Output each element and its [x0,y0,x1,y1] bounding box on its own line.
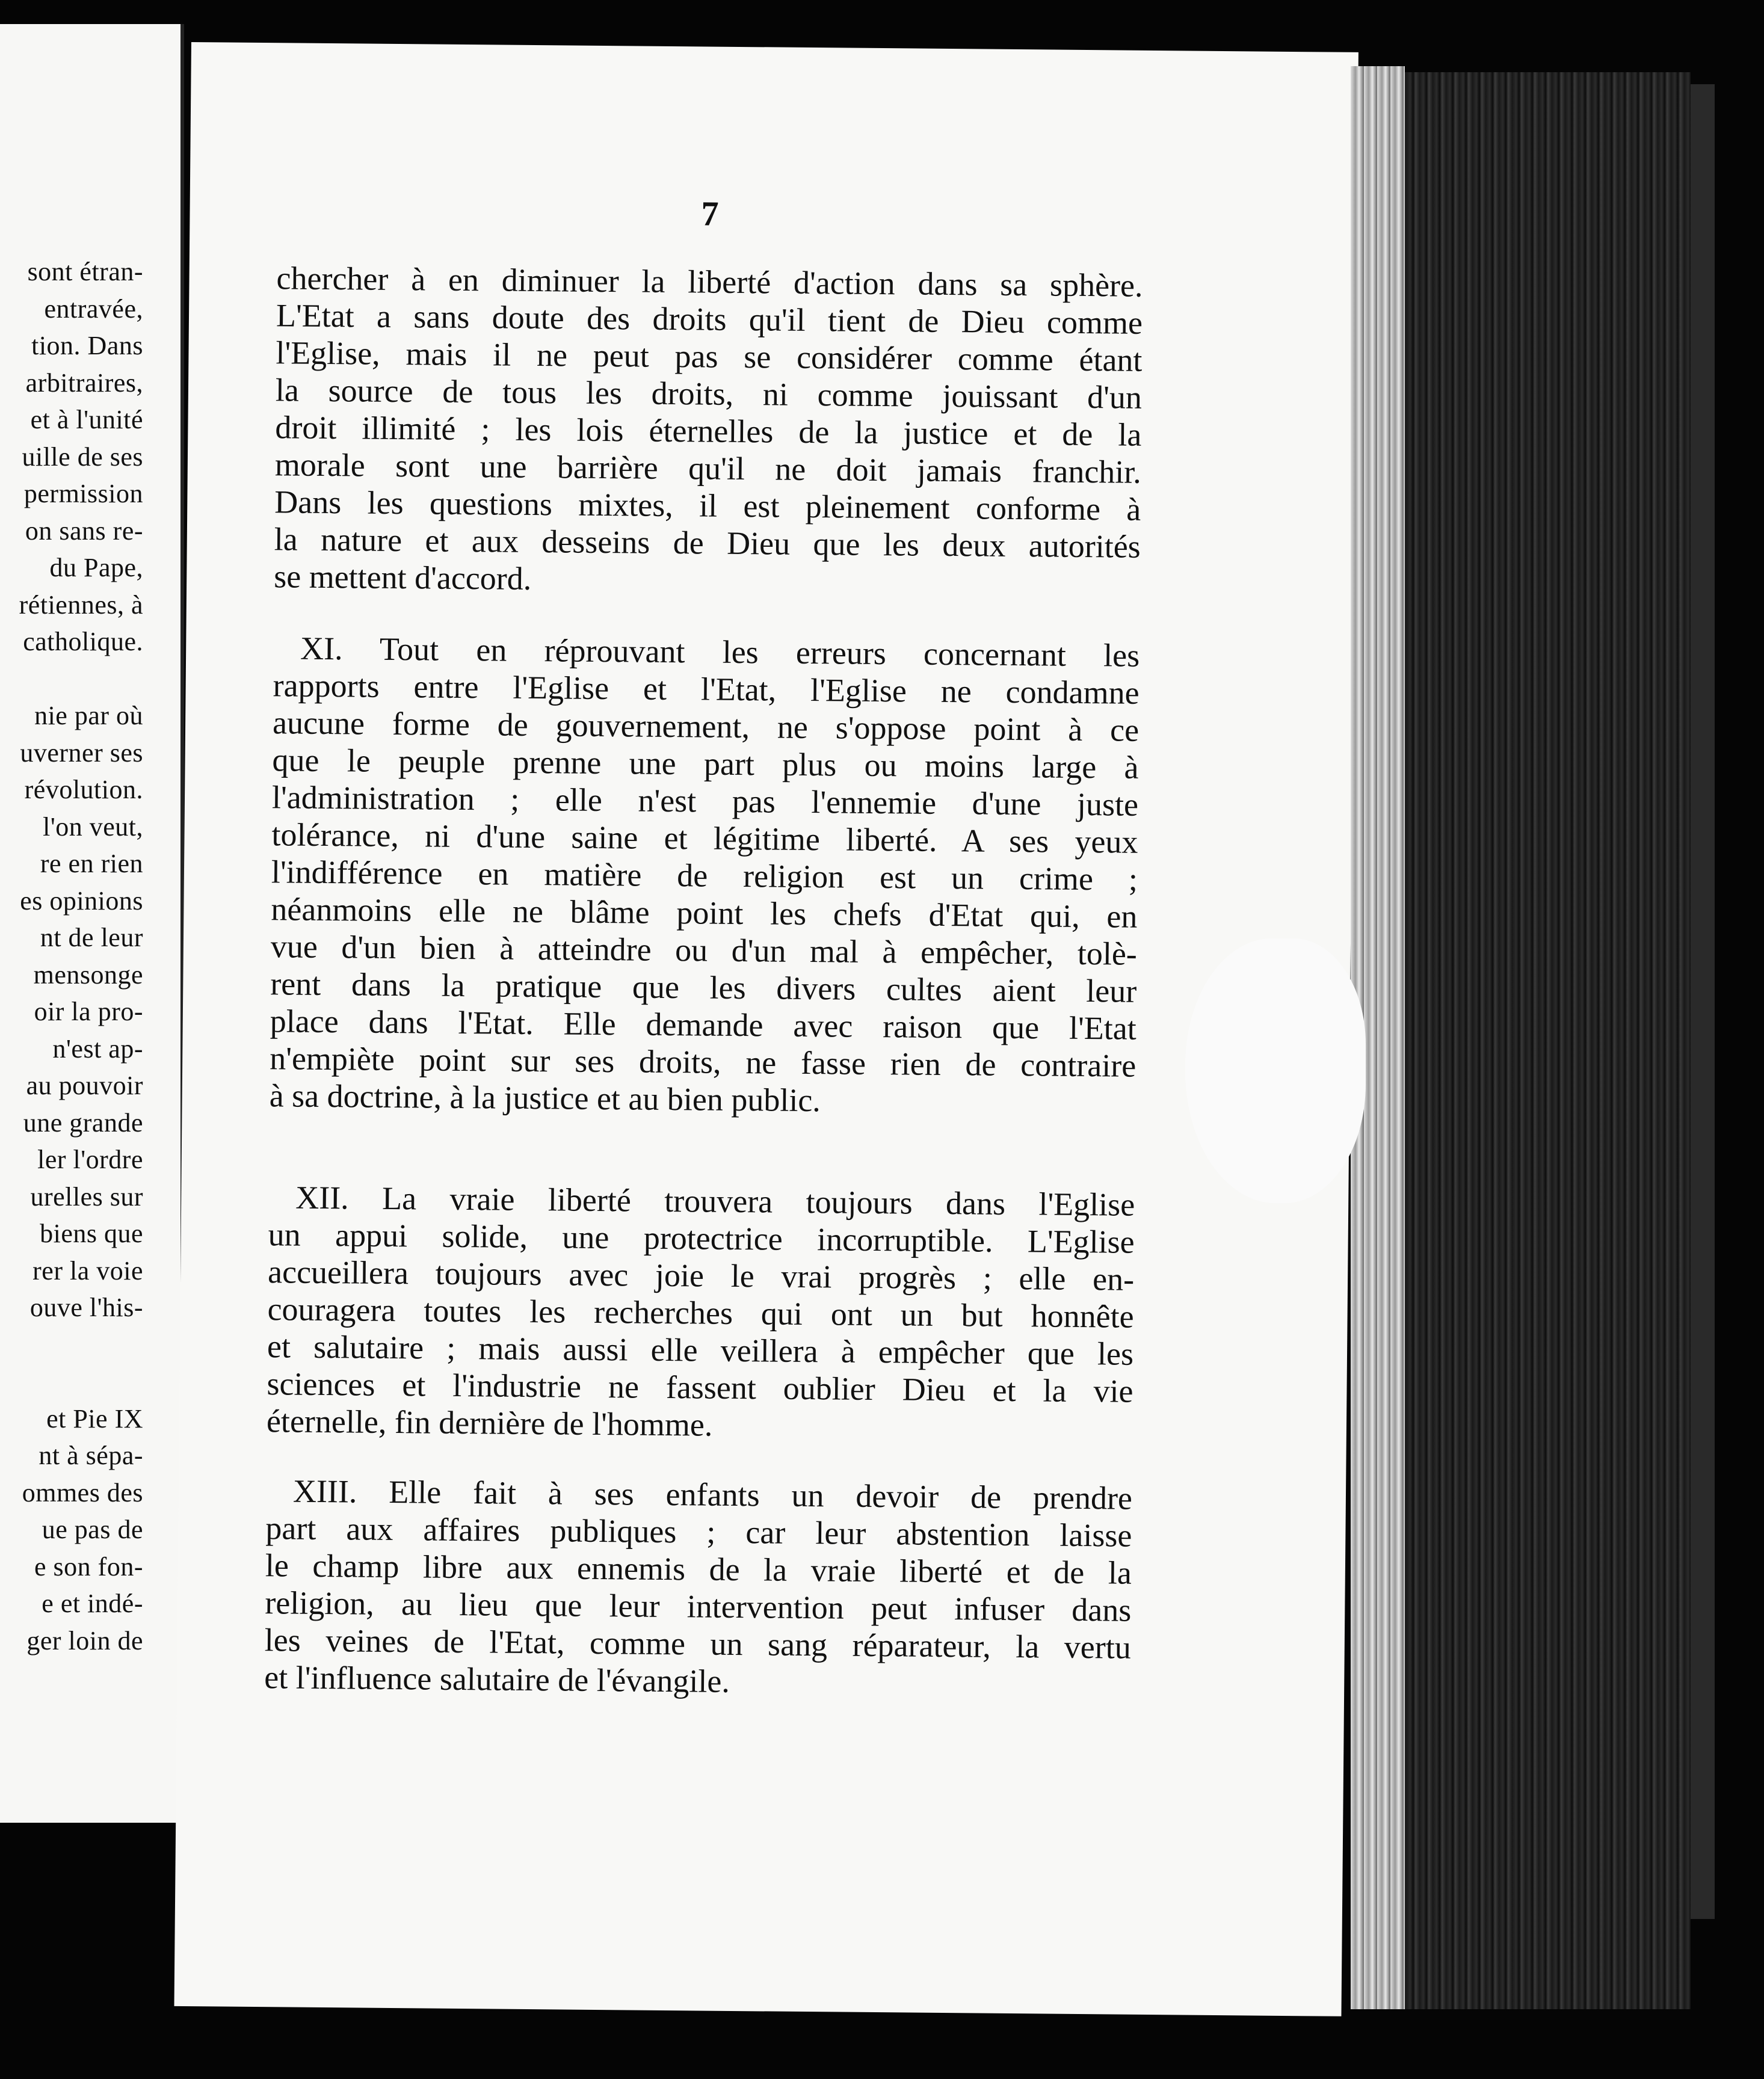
left-page-line: re en rien [40,849,143,878]
text-line: sciences et l'industrie ne fassent oublier Dieu et la vie [267,1366,1133,1409]
text-line: XI. Tout en réprouvant les erreurs concernant les [300,630,1140,674]
left-page-line: et à l'unité [30,405,143,434]
left-page-line: l'on veut, [43,812,143,842]
text-line: place dans l'Etat. Elle demande avec raison que l'Etat [270,1003,1137,1047]
left-page-line: e son fon- [34,1551,143,1582]
text-line: l'indifférence en matière de religion est un crime ; [271,854,1138,898]
paragraph-xi [269,629,1140,1122]
text-line: accueillera toujours avec joie le vrai progrès ; elle en- [267,1254,1135,1298]
left-page-line: ger loin de [26,1625,143,1656]
text-line: chercher à en diminuer la liberté d'action dans sa sphère. [276,260,1143,304]
left-page-line: ler l'ordre [37,1145,143,1174]
text-line: rapports entre l'Eglise et l'Etat, l'Eglise ne condamne [273,667,1140,711]
left-page-line: catholique. [23,627,143,656]
text-line: L'Etat a sans doute des droits qu'il tient de Dieu comme [276,297,1143,341]
left-page-line: urelles sur [30,1181,143,1212]
text-line: l'administration ; elle n'est pas l'ennemie d'une juste [271,779,1139,823]
left-page-line: du Pape, [49,553,143,582]
text-line: que le peuple prenne une part plus ou moins large à [272,742,1139,786]
left-page-line: sont étran- [27,257,143,286]
text-line: morale sont une barrière qu'il ne doit jamais franchir. [274,446,1142,490]
text-line: la nature et aux desseins de Dieu que les deux autorités [274,521,1141,565]
text-line: les veines de l'Etat, comme un sang réparateur, la vertu [264,1622,1132,1666]
text-line: couragera toutes les recherches qui ont un but honnête [267,1291,1134,1335]
left-page-line: biens que [40,1219,143,1248]
left-page-line: permission [23,479,143,508]
left-page-line: révolution. [24,775,143,804]
text-line: un appui solide, une protectrice incorruptible. L'Eglise [268,1216,1135,1260]
text-line: et l'influence salutaire de l'évangile. [264,1659,730,1699]
left-page-line: tion. Dans [31,331,143,360]
text-line: la source de tous les droits, ni comme jouissant d'un [275,372,1143,416]
left-page-line: nt à sépa- [39,1441,143,1470]
left-page-line: et Pie IX [46,1403,143,1434]
text-line: néanmoins elle ne blâme point les chefs d'Etat qui, en [271,891,1138,935]
left-page-line: rer la voie [32,1255,143,1286]
left-page-line: nt de leur [40,923,143,952]
text-line: XIII. Elle fait à ses enfants un devoir de prendre [292,1473,1133,1517]
left-page-line: rétiennes, à [19,590,143,620]
left-page-line: entravée, [44,294,143,324]
paragraph-xii [267,1178,1135,1447]
text-line: éternelle, fin dernière de l'homme. [266,1403,713,1443]
left-page-line: ouve l'his- [29,1293,143,1322]
main-page [174,42,1358,2016]
left-page-line: oir la pro- [34,997,143,1026]
left-page-line: e et indé- [42,1589,143,1618]
text-line: Dans les questions mixtes, il est pleinement conforme à [274,484,1141,528]
left-page-line: es opinions [20,886,143,916]
text-line: droit illimité ; les lois éternelles de la justice et de la [275,409,1142,453]
text-line: tolérance, ni d'une saine et légitime liberté. A ses yeux [271,816,1138,860]
text-line: part aux affaires publiques ; car leur abstention laisse [265,1510,1132,1554]
left-page-line: arbitraires, [25,368,143,398]
book-cover-edge [1691,84,1715,1919]
left-page-line: on sans re- [25,516,143,546]
page-number: 7 [701,194,719,233]
left-page-line: nie par où [34,701,143,730]
text-line: XII. La vraie liberté trouvera toujours dans l'Eglise [295,1179,1135,1223]
left-page-line: une grande [23,1107,143,1138]
paper-stain [1185,938,1366,1203]
text-line: rent dans la pratique que les divers cultes aient leur [270,966,1137,1009]
left-page [0,24,184,1823]
left-page-line: n'est ap- [52,1033,143,1064]
left-page-line: au pouvoir [26,1071,143,1100]
left-page-line: ommes des [22,1477,143,1508]
text-line: à sa doctrine, à la justice et au bien public. [269,1077,821,1119]
left-page-line: uille de ses [22,442,143,472]
left-page-line: ue pas de [42,1515,143,1544]
left-page-line: mensonge [33,959,143,990]
text-line: l'Eglise, mais il ne peut pas se considérer comme étant [276,334,1143,378]
text-line: et salutaire ; mais aussi elle veillera à empêcher que les [267,1328,1134,1372]
text-line: religion, au lieu que leur intervention peut infuser dans [265,1585,1132,1628]
paragraph-continuation [274,259,1143,603]
text-line: le champ libre aux ennemis de la vraie liberté et de la [265,1547,1132,1591]
text-line: aucune forme de gouvernement, ne s'oppose point à ce [272,704,1140,748]
text-line: n'empiète point sur ses droits, ne fasse rien de contraire [270,1040,1136,1084]
left-page-line: uverner ses [20,738,143,768]
text-line: se mettent d'accord. [273,558,532,597]
paragraph-xiii [264,1472,1132,1704]
text-line: vue d'un bien à atteindre ou d'un mal à empêcher, tolè- [270,928,1138,972]
